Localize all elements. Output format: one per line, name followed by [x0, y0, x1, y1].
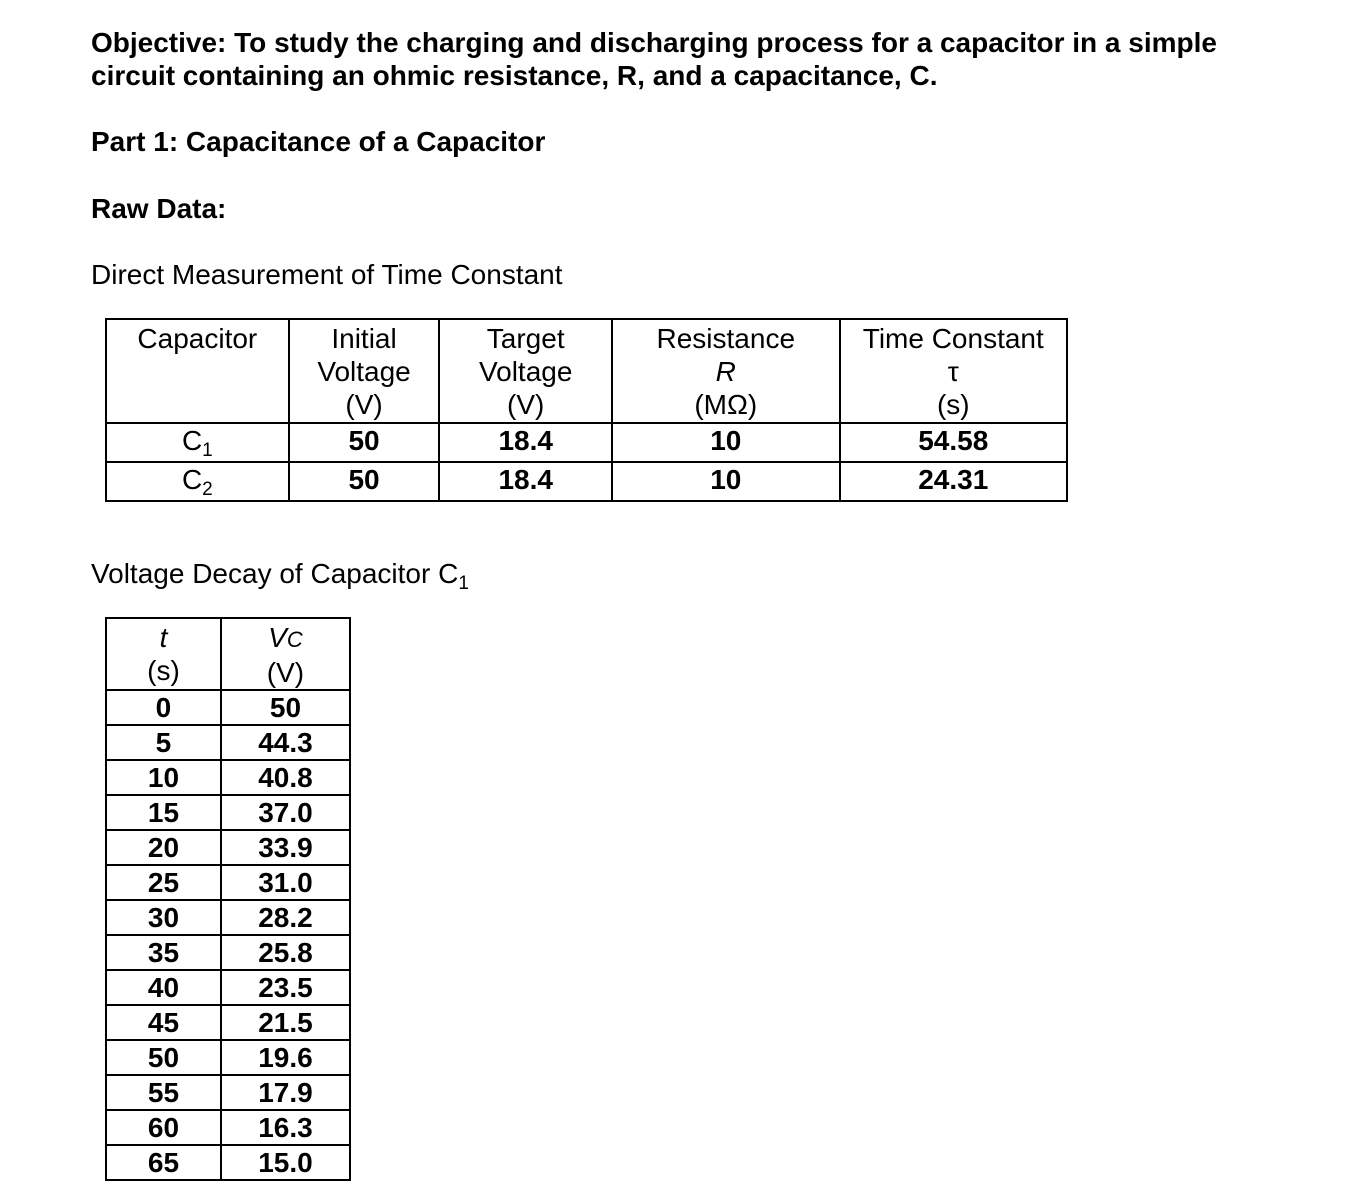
cell-voltage: 17.9: [221, 1075, 350, 1110]
cell-resistance: 10: [612, 462, 840, 501]
cell-time: 5: [106, 725, 221, 760]
cell-voltage: 44.3: [221, 725, 350, 760]
table-row: [106, 1040, 350, 1075]
table-row: [106, 1005, 350, 1040]
table-row: [106, 1145, 350, 1180]
cell-voltage: 25.8: [221, 935, 350, 970]
table-row: [106, 725, 350, 760]
cell-voltage: 21.5: [221, 1005, 350, 1040]
header-capacitor-voltage: VC (V): [221, 618, 350, 690]
cell-time: 65: [106, 1145, 221, 1180]
cell-time: 20: [106, 830, 221, 865]
header-target-voltage: Target Voltage (V): [439, 319, 612, 423]
header-capacitor: Capacitor: [106, 319, 289, 423]
table-row: [106, 795, 350, 830]
table2-caption: Voltage Decay of Capacitor $C_1$: [91, 558, 469, 594]
table1-caption: Direct Measurement of Time Constant: [91, 259, 563, 290]
header-time: t (s): [106, 618, 221, 690]
cell-time: 50: [106, 1040, 221, 1075]
cell-voltage: 33.9: [221, 830, 350, 865]
cell-voltage: 23.5: [221, 970, 350, 1005]
table-row: [106, 970, 350, 1005]
cell-time: 60: [106, 1110, 221, 1145]
cell-time: 10: [106, 760, 221, 795]
cell-initial-voltage: 50: [289, 462, 440, 501]
raw-data-label: Raw Data:: [91, 193, 227, 224]
table-row: [106, 760, 350, 795]
cell-resistance: 10: [612, 423, 840, 462]
table-header-row: [106, 319, 1067, 423]
cell-time: 35: [106, 935, 221, 970]
header-resistance: Resistance R (MΩ): [612, 319, 840, 423]
cell-time: 15: [106, 795, 221, 830]
cell-target-voltage: 18.4: [439, 423, 612, 462]
table-header-row: [106, 618, 350, 690]
cell-voltage: 19.6: [221, 1040, 350, 1075]
cell-voltage: 50: [221, 690, 350, 725]
cell-target-voltage: 18.4: [439, 462, 612, 501]
cell-time: 55: [106, 1075, 221, 1110]
objective-text: Objective: To study the charging and discharging process for a capacitor in a simple circuit containing an ohmic resistance, R, and a capacitance, C.: [91, 27, 1217, 91]
table-row: [106, 935, 350, 970]
cell-initial-voltage: 50: [289, 423, 440, 462]
time-constant-table: [105, 318, 1068, 502]
cell-time: 45: [106, 1005, 221, 1040]
cell-time-constant: 54.58: [840, 423, 1067, 462]
cell-capacitor: $C_2$: [106, 462, 289, 501]
table-row: [106, 900, 350, 935]
voltage-decay-table: [105, 617, 351, 1181]
cell-voltage: 16.3: [221, 1110, 350, 1145]
table-row: [106, 830, 350, 865]
header-initial-voltage: Initial Voltage (V): [289, 319, 440, 423]
cell-voltage: 28.2: [221, 900, 350, 935]
cell-time: 40: [106, 970, 221, 1005]
table-row: [106, 690, 350, 725]
cell-capacitor: $C_1$: [106, 423, 289, 462]
cell-voltage: 15.0: [221, 1145, 350, 1180]
cell-time: 0: [106, 690, 221, 725]
table-row: [106, 1110, 350, 1145]
cell-voltage: 31.0: [221, 865, 350, 900]
cell-voltage: 37.0: [221, 795, 350, 830]
table-row: [106, 462, 1067, 501]
cell-voltage: 40.8: [221, 760, 350, 795]
part1-title: Part 1: Capacitance of a Capacitor: [91, 126, 546, 157]
cell-time: 25: [106, 865, 221, 900]
header-time-constant: Time Constant τ (s): [840, 319, 1067, 423]
cell-time-constant: 24.31: [840, 462, 1067, 501]
table-row: [106, 423, 1067, 462]
table-row: [106, 865, 350, 900]
table-row: [106, 1075, 350, 1110]
cell-time: 30: [106, 900, 221, 935]
